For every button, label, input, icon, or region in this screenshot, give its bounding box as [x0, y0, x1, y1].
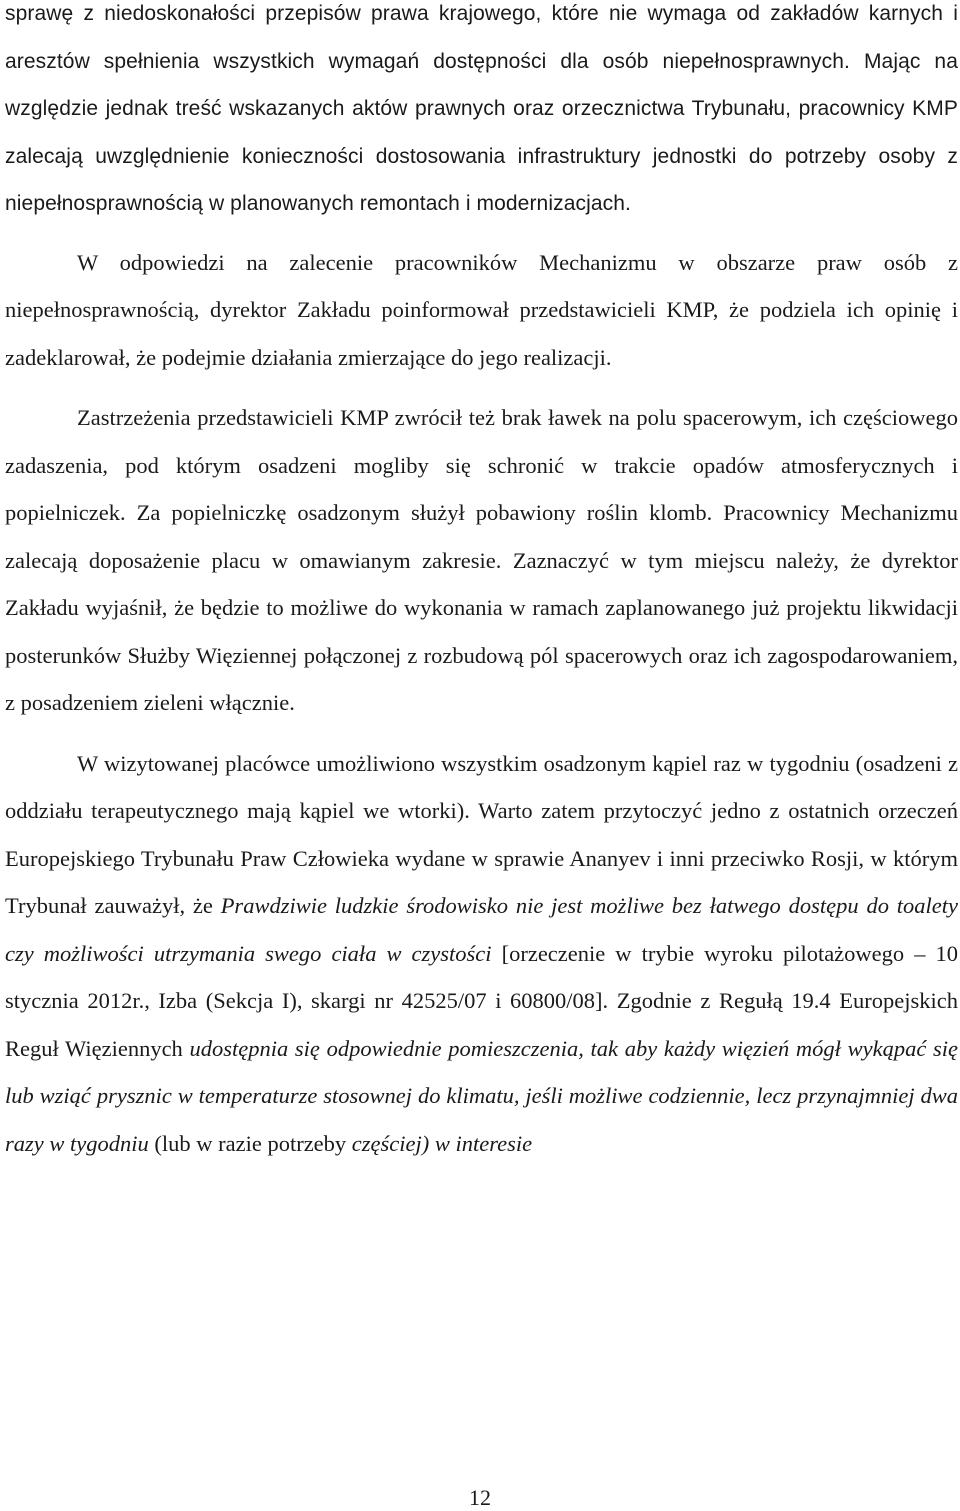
paragraph-accessibility-recommendation: sprawę z niedoskonałości przepisów prawa krajowego, które nie wymaga od zakładów karnych i aresztów spełnienia wszystkich wymagań dostępności dla osób niepełnosprawnych. Mając na względzie jednak treść wskazanych aktów prawnych oraz orzecznictwa Trybunału, pracownicy KMP zalecają uwzględnienie konieczności dostosowania infrastruktury jednostki do potrzeby osoby z niepełnosprawnością w planowanych remontach i modernizacjach. [5, 2, 958, 215]
bathing-text-part-2: [orzeczenie w trybie wyroku pilotażowego – 10 stycznia 2012r., Izba (Sekcja I), skargi nr 42525/07 i 60800/08]. Zgodnie z Regułą 19.4 Europejskich Reguł Więziennych [5, 940, 959, 1061]
paragraph-director-response: W odpowiedzi na zalecenie pracowników Mechanizmu w obszarze praw osób z niepełnosprawnością, dyrektor Zakładu poinformował przedstawicieli KMP, że podziela ich opinię i zadeklarował, że podejmie działania zmierzające do jego realizacji. [5, 249, 958, 370]
paragraph-bathing [5, 740, 958, 1168]
prison-rule-quote: udostępnia się odpowiednie pomieszczenia, tak aby każdy więzień mógł wykąpać się lub wziąć prysznic w temperaturze stosownej do klimatu, jeśli możliwe codziennie, lecz przynajmniej dwa razy w tygodniu [5, 1035, 958, 1156]
document-body [5, 0, 958, 1167]
bathing-text-part-3: (lub w razie potrzeby [148, 1130, 352, 1156]
echr-quote: Prawdziwie ludzkie środowisko nie jest możliwe bez łatwego dostępu do toalety czy możliwości utrzymania swego ciała w czystości [5, 893, 958, 966]
paragraph-walking-yard: Zastrzeżenia przedstawicieli KMP zwrócił też brak ławek na polu spacerowym, ich częściowego zadaszenia, pod którym osadzeni mogliby się schronić w trakcie opadów atmosferycznych i popielniczek. Za popielniczkę osadzonym służył pobawiony roślin klomb. Pracownicy Mechanizmu zalecają doposażenie placu w omawianym zakresie. Zaznaczyć w tym miejscu należy, że dyrektor Zakładu wyjaśnił, że będzie to możliwe do wykonania w ramach zaplanowanego już projektu likwidacji posterunków Służby Więziennej połączonej z rozbudową pól spacerowych oraz ich zagospodarowaniem, z posadzeniem zieleni włącznie. [5, 405, 958, 715]
prison-rule-quote-continued: częściej) w interesie [351, 1130, 533, 1156]
page-number: 12 [469, 1485, 491, 1510]
bathing-text-part-1: W wizytowanej placówce umożliwiono wszystkim osadzonym kąpiel raz w tygodniu (osadzeni z oddziału terapeutycznego mają kąpiel we wtorki). Warto zatem przytoczyć jedno z ostatnich orzeczeń Europejskiego Trybunału Praw Człowieka wydane w sprawie Ananyev i inni przeciwko Rosji, w którym Trybunał zauważył, że [5, 750, 958, 918]
